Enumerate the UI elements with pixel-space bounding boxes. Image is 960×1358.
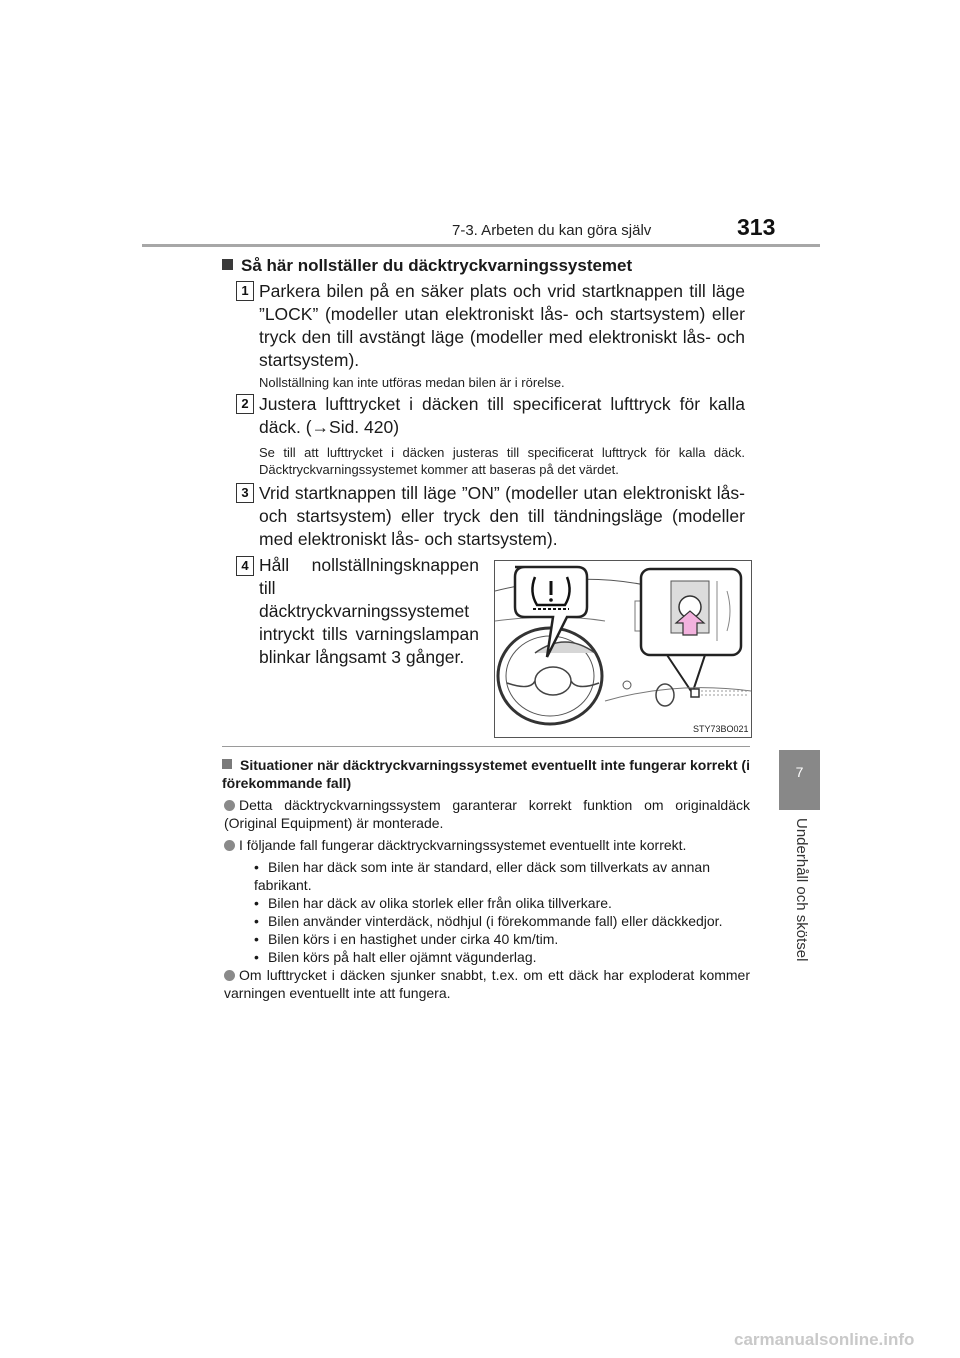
chapter-tab-label: Underhåll och skötsel <box>793 818 810 962</box>
steering-spokes <box>507 681 599 687</box>
section-divider <box>222 746 750 747</box>
dashboard-illustration <box>494 560 752 738</box>
section-title-text: Så här nollställer du däcktryckvarningssystemet <box>241 256 633 275</box>
bullet-item: Om lufttrycket i däcken sjunker snabbt, t.ex. om ett däck har exploderat kommer varningen eventuellt inte att fungera. <box>224 967 750 1001</box>
header-rule <box>142 244 820 247</box>
step-text-3: Vrid startknappen till läge ”ON” (modeller utan elektroniskt lås- och startsystem) eller tryck den till tändningsläge (modeller med elektroniskt lås- och startsystem). <box>259 483 745 549</box>
chapter-tab-number: 7 <box>795 764 804 780</box>
gauge-cluster <box>535 642 595 653</box>
lower-section-title-text: Situationer när däcktryckvarningssystemet eventuellt inte fungerar korrekt (i förekommande fall) <box>222 757 750 791</box>
step-badge-4: 4 <box>236 556 254 576</box>
sub-bullet-item: • Bilen har däck av olika storlek eller från olika tillverkare. <box>254 895 612 911</box>
bullet-item: Detta däcktryckvarningssystem garanterar korrekt funktion om originaldäck (Original Equipment) är monterade. <box>224 797 750 831</box>
page-number: 313 <box>737 214 776 240</box>
warning-dot <box>549 598 553 602</box>
section-title <box>222 256 632 276</box>
chapter-section-label: 7-3. Arbeten du kan göra själv <box>452 222 652 239</box>
bullet-item: I följande fall fungerar däcktryckvarningssystemet eventuellt inte korrekt. <box>224 836 750 854</box>
figure-caption: STY73BO021 <box>693 724 749 734</box>
step-text-1: Parkera bilen på en säker plats och vrid startknappen till läge ”LOCK” (modeller utan elektroniskt lås- och startsystem) eller tryck den till avstängt läge (modeller med elektroniskt lås- och startsystem). <box>259 281 745 370</box>
square-bullet-icon <box>222 759 232 769</box>
step-text-4: Håll nollställningsknappen till däcktryckvarningssystemet intryckt tills varningslampan blinkar långsamt 3 gånger. <box>259 555 479 667</box>
lower-section-title <box>222 756 750 792</box>
dash-line <box>605 688 751 701</box>
chapter-tab <box>779 750 820 810</box>
knob <box>656 684 674 706</box>
button-location <box>691 689 699 697</box>
callout-pointer <box>693 655 705 691</box>
circle-bullet-icon <box>224 800 235 811</box>
sub-bullet-item: • Bilen körs på halt eller ojämnt vägunderlag. <box>254 949 537 965</box>
sub-bullet-item: • Bilen använder vinterdäck, nödhjul (i förekommande fall) eller däckkedjor. <box>254 913 723 929</box>
step-badge-3: 3 <box>236 483 254 503</box>
step-note-1: Nollställning kan inte utföras medan bilen är i rörelse. <box>259 375 565 390</box>
dashboard-svg <box>495 561 751 737</box>
step-note-2: Se till att lufttrycket i däcken justeras till specificerat lufttryck för kalla däck. Däcktryckvarningssystemet kommer att baseras på det värdet. <box>259 445 745 477</box>
step-badge-1: 1 <box>236 281 254 301</box>
step-badge-2: 2 <box>236 394 254 414</box>
sub-bullet-item: • Bilen har däck som inte är standard, eller däck som tillverkats av annan fabrikant. <box>254 859 710 893</box>
steering-hub <box>535 667 571 695</box>
vent-slats <box>701 691 747 695</box>
square-bullet-icon <box>222 259 233 270</box>
watermark: carmanualsonline.info <box>734 1330 915 1349</box>
circle-bullet-icon <box>224 970 235 981</box>
sub-bullet-item: • Bilen körs i en hastighet under cirka 40 km/tim. <box>254 931 559 947</box>
circle-bullet-icon <box>224 840 235 851</box>
step-text-2: Justera lufttrycket i däcken till specificerat lufttryck för kalla däck. (→Sid. 420) <box>259 394 745 437</box>
switch <box>623 681 631 689</box>
